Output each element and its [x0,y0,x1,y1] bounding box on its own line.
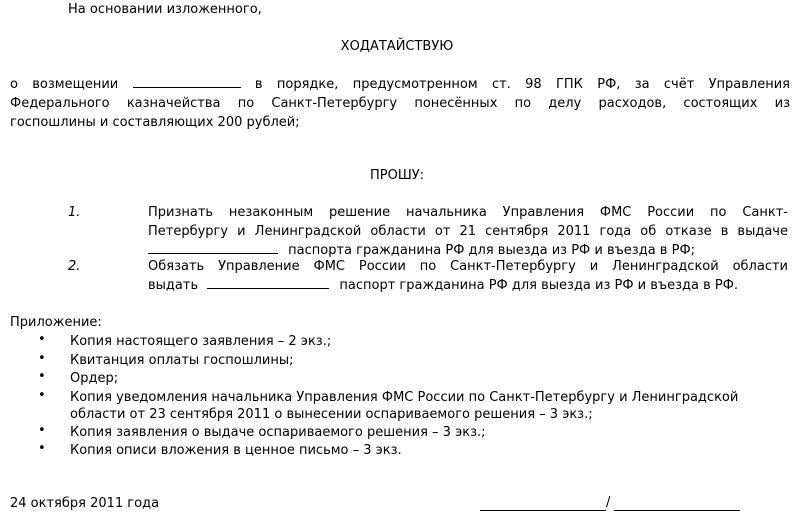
request-2-blank [207,277,329,289]
attachment-3: Ордер; [70,371,119,386]
bullet-5: • [38,423,46,438]
bullet-2: • [38,351,46,366]
attachment-4-line-1: Копия уведомления начальника Управления ФМС России по Санкт-Петербургу и Ленинградской [70,390,739,405]
signature-line [480,498,606,511]
attachment-6: Копия описи вложения в ценное письмо – 3 экз. [70,443,402,458]
compensation-amount-blank [133,76,241,88]
attachment-5: Копия заявления о выдаче оспариваемого решения – 3 экз.; [70,425,486,440]
request-number-1: 1. [68,205,81,220]
request-number-2: 2. [68,259,81,274]
petition-line-2: Федерального казначейства по Санкт-Петербургу понесённых по делу расходов, состоящих из [10,96,790,111]
petition-line-3: госпошлины и составляющих 200 рублей; [10,115,300,130]
signature-separator: / [606,495,611,510]
intro-text: На основании изложенного, [68,2,262,17]
petition-line-1-end: в порядке, предусмотренном ст. 98 ГПК РФ, за счёт Управления [254,77,790,92]
signature-name-line [614,498,740,511]
bullet-3: • [38,369,46,384]
request-heading: ПРОШУ: [369,168,425,183]
request-1-line-3-text: паспорта гражданина РФ для выезда из РФ и въезда в РФ; [288,243,696,258]
bullet-1: • [38,332,46,347]
bullet-4: • [38,388,46,403]
petition-line-1-start: о возмещении [10,77,119,92]
request-1-line-3 [148,242,788,258]
request-2-line-2-end: паспорт гражданина РФ для выезда из РФ и въезда в РФ. [339,278,739,293]
request-2-line-2-start: выдать [148,278,199,293]
request-1-blank [148,242,278,254]
document-date: 24 октября 2011 года [10,496,160,511]
request-2-line-1: Обязать Управление ФМС России по Санкт-Петербургу и Ленинградской области [148,259,788,274]
request-1-line-2: Петербургу и Ленинградской области от 21 сентября 2011 года об отказе в выдаче [148,224,788,239]
attachment-4-line-2: области от 23 сентября 2011 о вынесении оспариваемого решения – 3 экз.; [70,407,593,422]
attachment-1: Копия настоящего заявления – 2 экз.; [70,334,332,349]
attachments-heading: Приложение: [10,315,102,330]
request-2-line-2 [148,277,788,293]
attachment-2: Квитанция оплаты госпошлины; [70,353,294,368]
petition-line-1 [10,76,790,92]
petition-heading: ХОДАТАЙСТВУЮ [340,39,454,54]
request-1-line-1: Признать незаконным решение начальника Управления ФМС России по Санкт- [148,205,788,220]
bullet-6: • [38,441,46,456]
